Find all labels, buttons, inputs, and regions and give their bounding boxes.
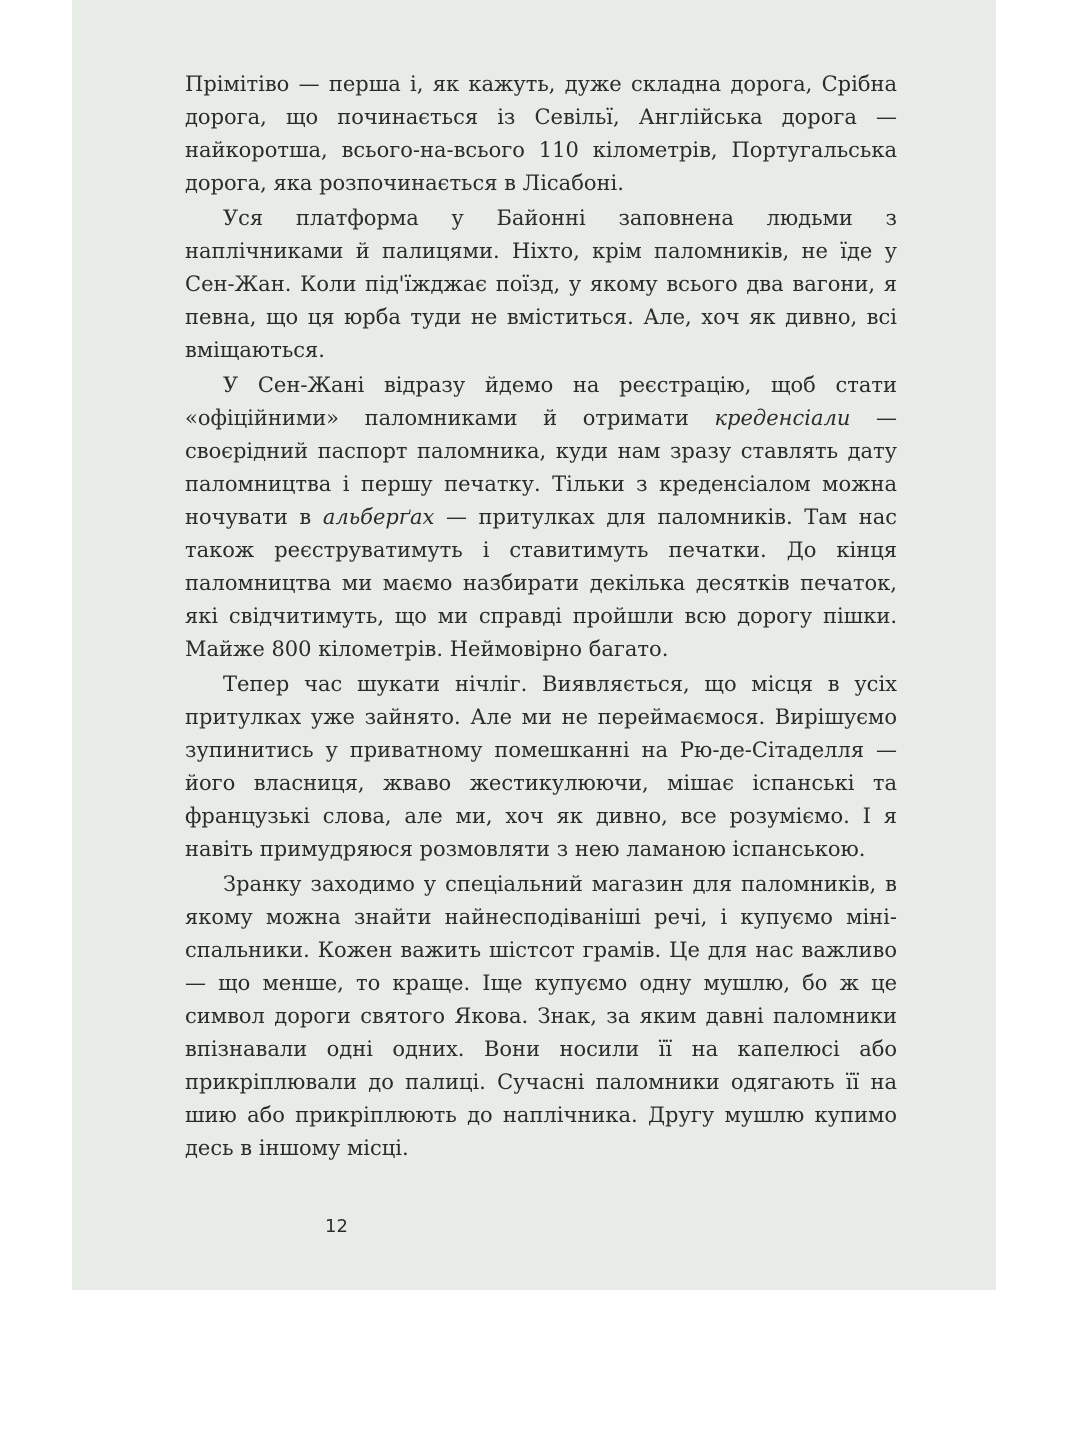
paragraph-3-part-2: — своєрідний паспорт паломника, куди нам зразу ставлять дату паломництва і першу печатку. Тільки з креденсіалом можна ночувати в bbox=[185, 406, 897, 529]
paragraph-3-part-1: У Сен-Жані відразу йдемо на реєстрацію, щоб стати «офіційними» паломниками й отримати bbox=[185, 373, 897, 430]
italic-term-credencial: креденсіали bbox=[714, 406, 851, 430]
page-number: 12 bbox=[325, 1216, 348, 1237]
italic-term-albergue: альберґах bbox=[322, 505, 435, 529]
body-text bbox=[185, 68, 897, 1167]
book-page bbox=[72, 0, 996, 1290]
paragraph-3 bbox=[185, 369, 897, 666]
paragraph-3-part-3: — притулках для паломників. Там нас також реєструватимуть і ставитимуть печатки. До кінця паломництва ми маємо назбирати декілька десятків печаток, які свідчитимуть, що ми справді пройшли всю дорогу пішки. Майже 800 кілометрів. Неймовірно багато. bbox=[185, 505, 897, 661]
paragraph-4: Тепер час шукати нічліг. Виявляється, що місця в усіх притулках уже зайнято. Але ми не переймаємося. Вирішуємо зупинитись у приватному помешканні на Рю-де-Сітаделля — його власниця, жваво жестикулюючи, мішає іспанські та французькі слова, але ми, хоч як дивно, все розуміємо. І я навіть примудряюся розмовляти з нею ламаною іспанською. bbox=[185, 672, 897, 861]
paragraph-1: Прімітіво — перша і, як кажуть, дуже складна дорога, Срібна дорога, що починається із Севільї, Англійська дорога — найкоротша, всього-на-всього 110 кілометрів, Португальська дорога, яка розпочинається в Лісабоні. bbox=[185, 72, 897, 195]
paragraph-5: Зранку заходимо у спеціальний магазин для паломників, в якому можна знайти найнесподіваніші речі, і купуємо міні-спальники. Кожен важить шістсот грамів. Це для нас важливо — що менше, то краще. Іще купуємо одну мушлю, бо ж це символ дороги святого Якова. Знак, за яким давні паломники впізнавали одні одних. Вони носили її на капелюсі або прикріплювали до палиці. Сучасні паломники одягають її на шию або прикріплюють до наплічника. Другу мушлю купимо десь в іншому місці. bbox=[185, 872, 897, 1160]
paragraph-2: Уся платформа у Байонні заповнена людьми з наплічниками й палицями. Ніхто, крім паломників, не їде у Сен-Жан. Коли під'їжджає поїзд, у якому всього два вагони, я певна, що ця юрба туди не вміститься. Але, хоч як дивно, всі вміщаються. bbox=[185, 206, 897, 362]
